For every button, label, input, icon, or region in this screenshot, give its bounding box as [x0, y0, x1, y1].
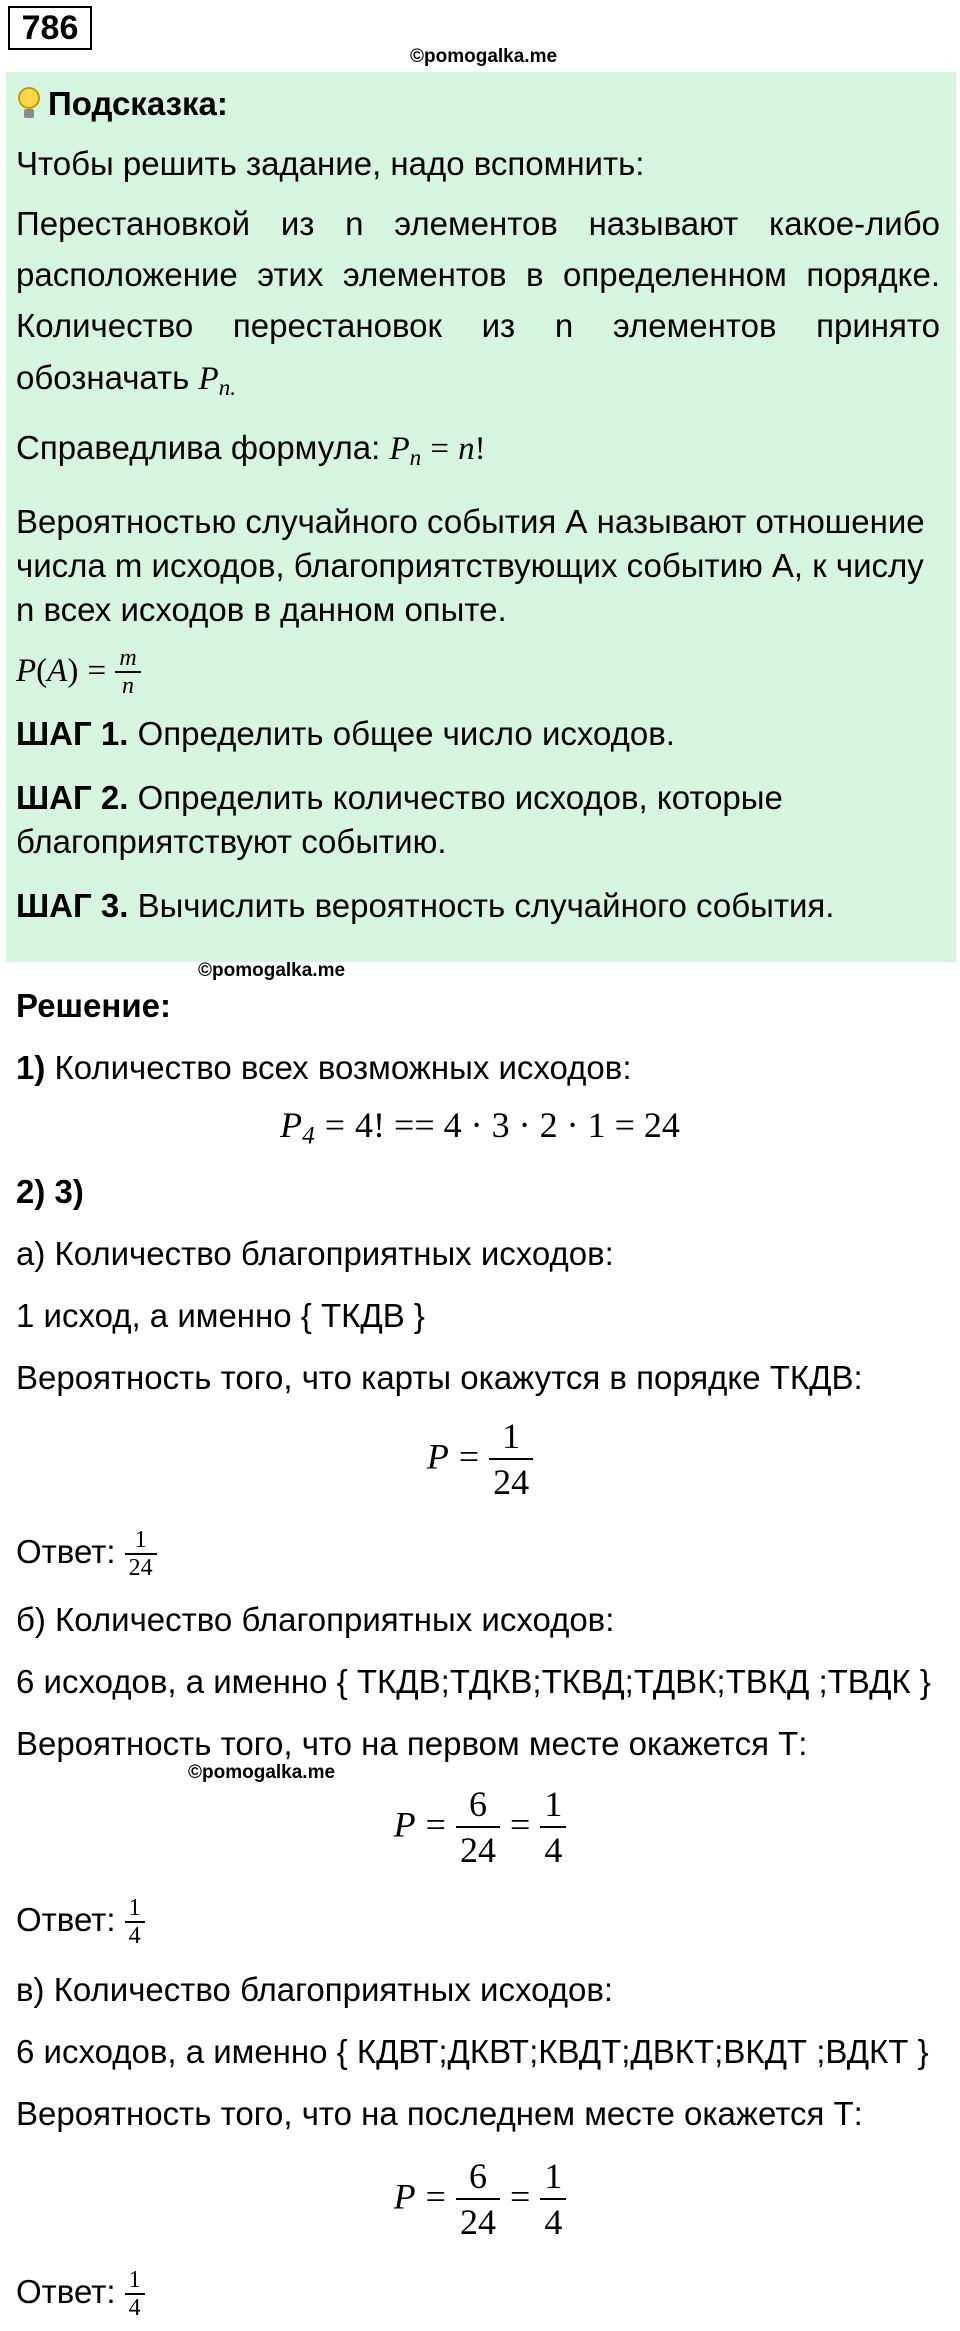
- part-a-answer: Ответ: $\frac{1}{24}$: [16, 1522, 157, 1582]
- part-a-title: а) Количество благоприятных исходов:: [16, 1235, 614, 1272]
- part-b-answer: Ответ: $\frac{1}{4}$: [16, 1890, 145, 1950]
- part-c-answer: Ответ: $\frac{1}{4}$: [16, 2262, 145, 2322]
- task-number: 786: [8, 6, 92, 50]
- watermark: ©pomogalka.me: [188, 1762, 336, 1783]
- part-b-outcomes: 6 исходов, а именно { ТКДВ;ТДКВ;ТКВД;ТДВК;ТВКД ;ТВДК }: [16, 1663, 931, 1700]
- part-b-title: б) Количество благоприятных исходов:: [16, 1601, 615, 1638]
- step-1: ШАГ 1. Определить общее число исходов.: [16, 715, 675, 752]
- part-c-formula: P = $\frac{6}{24}$ = $\frac{1}{4}$: [0, 2154, 960, 2244]
- total-outcomes-formula: $P_4 = 4$! == 4 · 3 · 2 · 1 = 24: [280, 1105, 680, 1150]
- part-c-title: в) Количество благоприятных исходов:: [16, 1971, 614, 2008]
- hint-title: Подсказка:: [16, 82, 228, 126]
- probability-def-line-3: n всех исходов в данном опыте.: [16, 591, 507, 628]
- probability-formula: P(A) = $\frac{m}{n}$: [16, 640, 141, 701]
- part-a-outcomes: 1 исход, а именно { ТКДВ }: [16, 1297, 425, 1334]
- permutation-def-line-2: расположение этих элементов в определенном порядке.: [16, 256, 940, 293]
- permutation-def-line-4: обозначать $P_{n.}$: [16, 359, 237, 400]
- probability-def-line-1: Вероятностью случайного события А называют отношение: [16, 503, 925, 540]
- part-c-prob-text: Вероятность того, что на последнем месте окажется Т:: [16, 2095, 863, 2132]
- part-c-outcomes: 6 исходов, а именно { КДВТ;ДКВТ;КВДТ;ДВКТ;ВКДТ ;ВДКТ }: [16, 2033, 929, 2070]
- hint-intro: Чтобы решить задание, надо вспомнить:: [16, 145, 645, 182]
- solution-title: Решение:: [16, 987, 171, 1024]
- part-a-prob-text: Вероятность того, что карты окажутся в порядке ТКДВ:: [16, 1359, 863, 1396]
- part-b-prob-text: Вероятность того, что на первом месте окажется Т:: [16, 1725, 808, 1762]
- step-2-line-1: ШАГ 2. Определить количество исходов, которые: [16, 779, 783, 816]
- permutation-def-line-3: Количество перестановок из n элементов принято: [16, 307, 940, 344]
- step-3: ШАГ 3. Вычислить вероятность случайного события.: [16, 887, 835, 924]
- probability-def-line-2: числа m исходов, благоприятствующих событию А, к числу: [16, 547, 924, 584]
- solution-step-1: 1) Количество всех возможных исходов:: [16, 1049, 632, 1086]
- lightbulb-icon: [16, 87, 42, 121]
- permutation-def-line-1: Перестановкой из n элементов называют какое-либо: [16, 205, 940, 242]
- watermark: ©pomogalka.me: [410, 46, 558, 67]
- watermark: ©pomogalka.me: [198, 960, 346, 981]
- step-2-line-2: благоприятствуют событию.: [16, 823, 447, 860]
- part-b-formula: P = $\frac{6}{24}$ = $\frac{1}{4}$: [0, 1782, 960, 1872]
- part-a-formula: P = $\frac{1}{24}$: [0, 1414, 960, 1504]
- permutation-formula: Справедлива формула: $P_n = n$!: [16, 429, 486, 470]
- solution-steps-2-3: 2) 3): [16, 1173, 84, 1210]
